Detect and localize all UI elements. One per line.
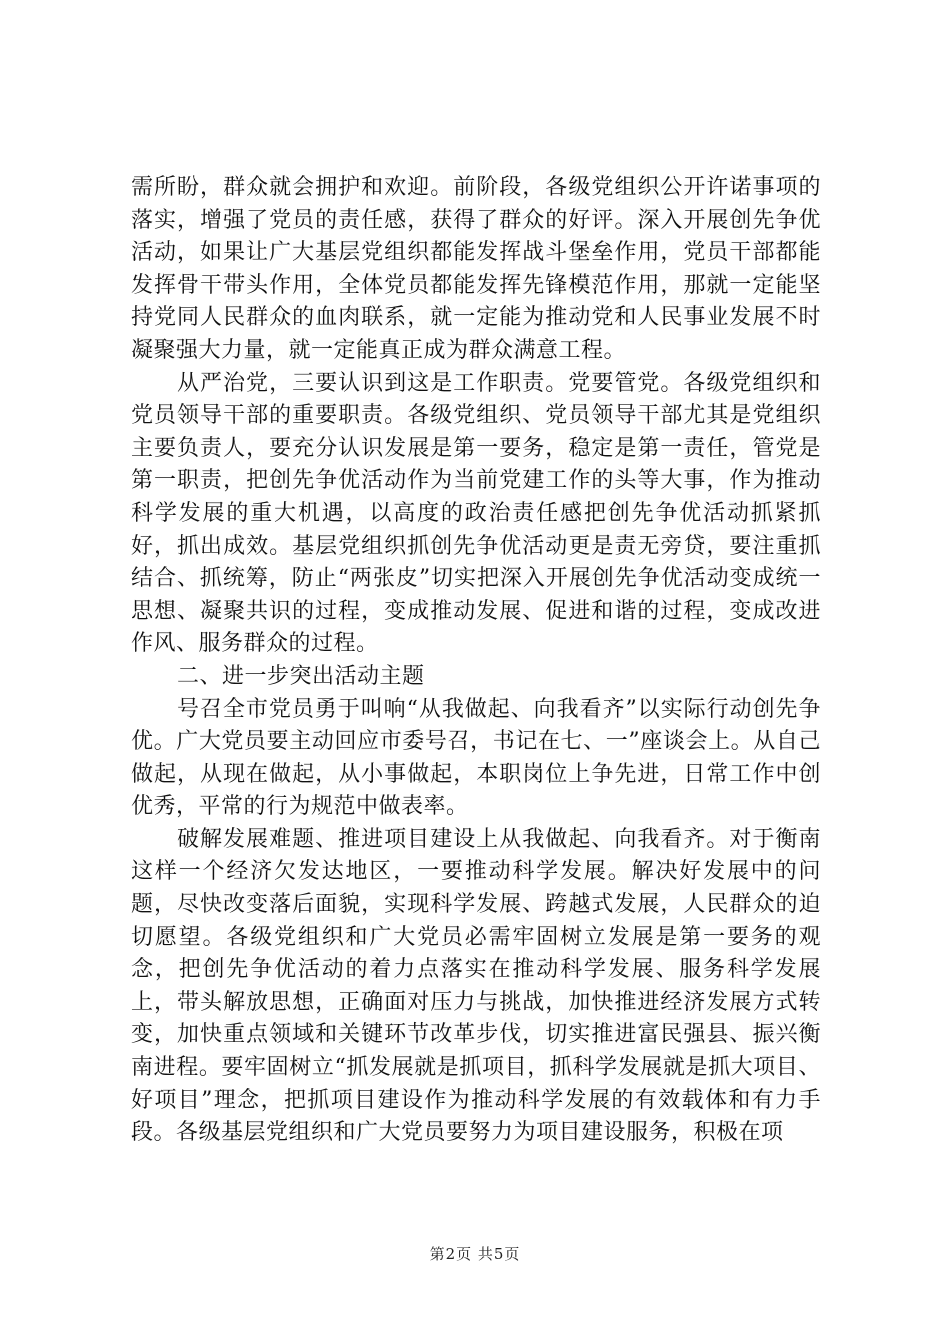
paragraph-4: 破解发展难题、推进项目建设上从我做起、向我看齐。对于衡南这样一个经济欠发达地区，一要推动科学发展。解决好发展中的问题，尽快改变落后面貌，实现科学发展、跨越式发展，人民群众的迫切愿望。各级党组织和广大党员必需牢固树立发展是第一要务的观念，把创先争优活动的着力点落实在推动科学发展、服务科学发展上，带头解放思想，正确面对压力与挑战，加快推进经济发展方式转变，加快重点领域和关键环节改革步伐，切实推进富民强县、振兴衡南进程。要牢固树立“抓发展就是抓项目，抓科学发展就是抓大项目、好项目”理念，把抓项目建设作为推动科学发展的有效载体和有力手段。各级基层党组织和广大党员要努力为项目建设服务，积极在项 [131, 826, 821, 1146]
paragraph-1: 需所盼，群众就会拥护和欢迎。前阶段，各级党组织公开许诺事项的落实，增强了党员的责任感，获得了群众的好评。深入开展创先争优活动，如果让广大基层党组织都能发挥战斗堡垒作用，党员干部都能发挥骨干带头作用，全体党员都能发挥先锋模范作用，那就一定能坚持党同人民群众的血肉联系，就一定能为推动党和人民事业发展不时凝聚强大力量，就一定能真正成为群众满意工程。 [131, 175, 821, 363]
paragraph-3: 号召全市党员勇于叫响“从我做起、向我看齐”以实际行动创先争优。广大党员要主动回应市委号召，书记在七、一”座谈会上。从自己做起，从现在做起，从小事做起，本职岗位上争先进，日常工作中创优秀，平常的行为规范中做表率。 [131, 696, 821, 820]
paragraph-2: 从严治党，三要认识到这是工作职责。党要管党。各级党组织和党员领导干部的重要职责。各级党组织、党员领导干部尤其是党组织主要负责人，要充分认识发展是第一要务，稳定是第一责任，管党是第一职责，把创先争优活动作为当前党建工作的头等大事，作为推动科学发展的重大机遇，以高度的政治责任感把创先争优活动抓紧抓好，抓出成效。基层党组织抓创先争优活动更是责无旁贷，要注重抓结合、抓统筹，防止“两张皮”切实把深入开展创先争优活动变成统一思想、凝聚共识的过程，变成推动发展、促进和谐的过程，变成改进作风、服务群众的过程。 [131, 370, 821, 657]
section-heading: 二、进一步突出活动主题 [177, 663, 425, 689]
page-number-footer: 第2页 共5页 [429, 1245, 521, 1263]
document-body [131, 172, 821, 1150]
